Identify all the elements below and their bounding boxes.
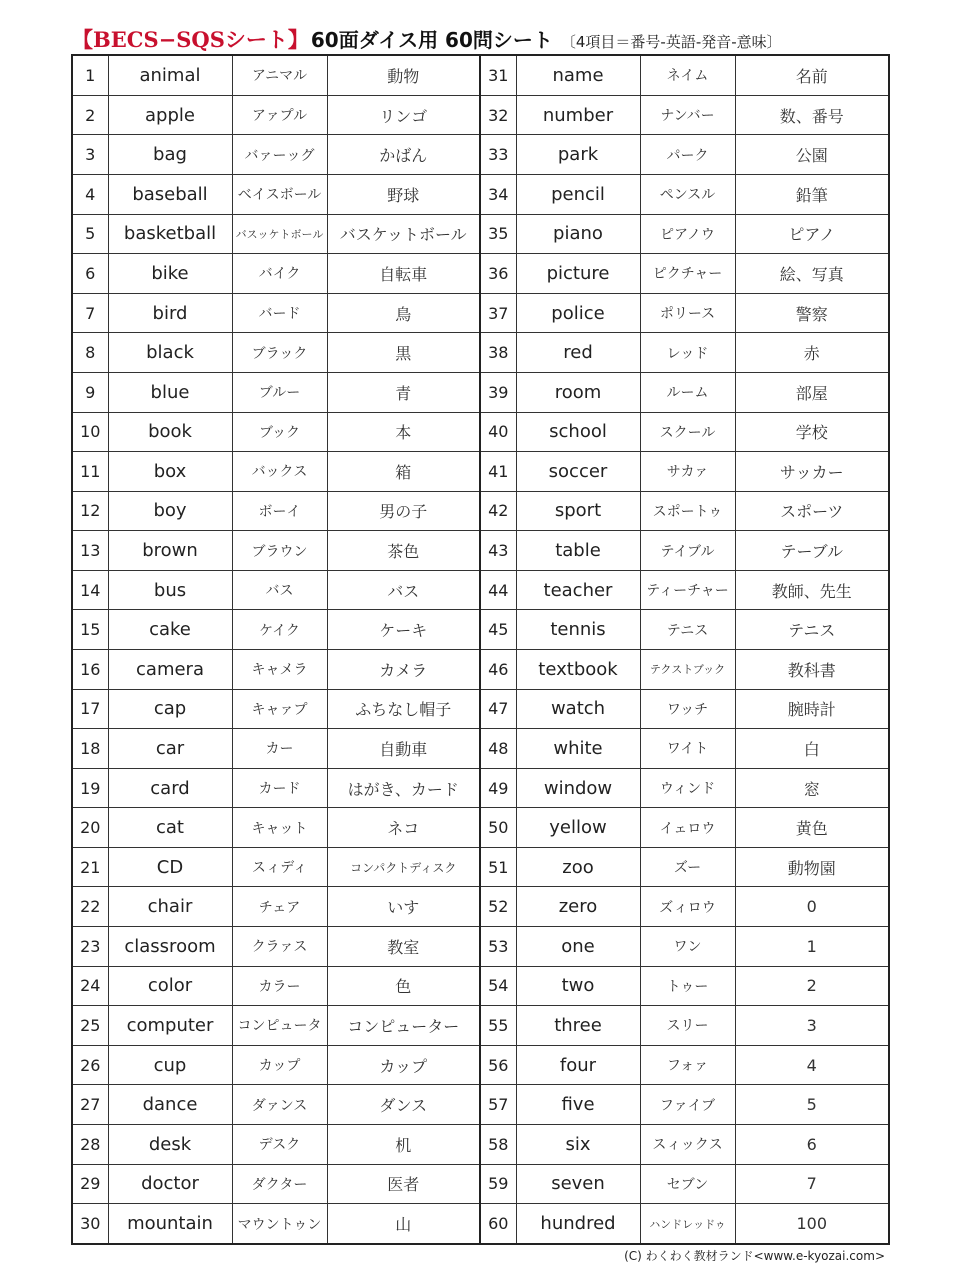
meaning: 3 — [735, 1006, 889, 1046]
table-row — [72, 254, 889, 294]
meaning: 山 — [327, 1204, 480, 1244]
meaning: 赤 — [735, 333, 889, 373]
item-number: 15 — [72, 610, 108, 650]
item-number: 58 — [480, 1124, 516, 1164]
item-number: 53 — [480, 927, 516, 967]
english-word: doctor — [108, 1164, 232, 1204]
english-word: cap — [108, 689, 232, 729]
pronunciation: カップ — [232, 1045, 327, 1085]
item-number: 36 — [480, 254, 516, 294]
english-word: cake — [108, 610, 232, 650]
sheet-subtitle: 〔4項目＝番号-英語-発音-意味〕 — [560, 33, 782, 51]
meaning: 本 — [327, 412, 480, 452]
pronunciation: イェロウ — [640, 808, 735, 848]
item-number: 16 — [72, 649, 108, 689]
meaning: 公園 — [735, 135, 889, 175]
vocabulary-table — [71, 54, 890, 1245]
english-word: bus — [108, 570, 232, 610]
english-word: boy — [108, 491, 232, 531]
english-word: park — [516, 135, 640, 175]
item-number: 60 — [480, 1204, 516, 1244]
meaning: 机 — [327, 1124, 480, 1164]
meaning: 教室 — [327, 927, 480, 967]
meaning: ケーキ — [327, 610, 480, 650]
item-number: 18 — [72, 729, 108, 769]
item-number: 9 — [72, 372, 108, 412]
pronunciation: ティーチャー — [640, 570, 735, 610]
pronunciation: ズィロウ — [640, 887, 735, 927]
english-word: name — [516, 55, 640, 95]
table-row — [72, 452, 889, 492]
item-number: 56 — [480, 1045, 516, 1085]
sheet-header — [72, 24, 782, 54]
pronunciation: ボーイ — [232, 491, 327, 531]
english-word: color — [108, 966, 232, 1006]
english-word: four — [516, 1045, 640, 1085]
meaning: スポーツ — [735, 491, 889, 531]
meaning: 茶色 — [327, 531, 480, 571]
meaning: 窓 — [735, 768, 889, 808]
english-word: watch — [516, 689, 640, 729]
item-number: 44 — [480, 570, 516, 610]
pronunciation: トゥー — [640, 966, 735, 1006]
item-number: 45 — [480, 610, 516, 650]
meaning: 動物園 — [735, 847, 889, 887]
english-word: three — [516, 1006, 640, 1046]
meaning: 警察 — [735, 293, 889, 333]
item-number: 49 — [480, 768, 516, 808]
english-word: five — [516, 1085, 640, 1125]
table-row — [72, 847, 889, 887]
english-word: tennis — [516, 610, 640, 650]
meaning: 0 — [735, 887, 889, 927]
meaning: 100 — [735, 1204, 889, 1244]
english-word: seven — [516, 1164, 640, 1204]
table-row — [72, 1006, 889, 1046]
item-number: 7 — [72, 293, 108, 333]
table-row — [72, 927, 889, 967]
table-row — [72, 214, 889, 254]
meaning: テニス — [735, 610, 889, 650]
item-number: 14 — [72, 570, 108, 610]
table-row — [72, 1085, 889, 1125]
item-number: 38 — [480, 333, 516, 373]
english-word: camera — [108, 649, 232, 689]
english-word: cup — [108, 1045, 232, 1085]
english-word: animal — [108, 55, 232, 95]
pronunciation: ピアノウ — [640, 214, 735, 254]
pronunciation: カード — [232, 768, 327, 808]
pronunciation: カラー — [232, 966, 327, 1006]
meaning: ネコ — [327, 808, 480, 848]
english-word: book — [108, 412, 232, 452]
item-number: 21 — [72, 847, 108, 887]
item-number: 6 — [72, 254, 108, 294]
item-number: 35 — [480, 214, 516, 254]
item-number: 42 — [480, 491, 516, 531]
english-word: zero — [516, 887, 640, 927]
english-word: black — [108, 333, 232, 373]
english-word: hundred — [516, 1204, 640, 1244]
item-number: 19 — [72, 768, 108, 808]
pronunciation: スィディ — [232, 847, 327, 887]
meaning: カップ — [327, 1045, 480, 1085]
english-word: classroom — [108, 927, 232, 967]
item-number: 57 — [480, 1085, 516, 1125]
pronunciation: ワイト — [640, 729, 735, 769]
english-word: one — [516, 927, 640, 967]
item-number: 26 — [72, 1045, 108, 1085]
meaning: バス — [327, 570, 480, 610]
english-word: brown — [108, 531, 232, 571]
english-word: bike — [108, 254, 232, 294]
pronunciation: キャァプ — [232, 689, 327, 729]
english-word: bird — [108, 293, 232, 333]
meaning: 5 — [735, 1085, 889, 1125]
table-row — [72, 966, 889, 1006]
pronunciation: アァプル — [232, 95, 327, 135]
item-number: 5 — [72, 214, 108, 254]
english-word: textbook — [516, 649, 640, 689]
meaning: ふちなし帽子 — [327, 689, 480, 729]
pronunciation: レッド — [640, 333, 735, 373]
pronunciation: ブラック — [232, 333, 327, 373]
item-number: 12 — [72, 491, 108, 531]
item-number: 34 — [480, 175, 516, 215]
item-number: 47 — [480, 689, 516, 729]
table-row — [72, 1045, 889, 1085]
meaning: 自動車 — [327, 729, 480, 769]
table-row — [72, 649, 889, 689]
meaning: 鳥 — [327, 293, 480, 333]
meaning: テーブル — [735, 531, 889, 571]
table-row — [72, 333, 889, 373]
table-row — [72, 412, 889, 452]
meaning: 名前 — [735, 55, 889, 95]
meaning: 男の子 — [327, 491, 480, 531]
item-number: 17 — [72, 689, 108, 729]
item-number: 13 — [72, 531, 108, 571]
table-row — [72, 808, 889, 848]
english-word: computer — [108, 1006, 232, 1046]
pronunciation: キャット — [232, 808, 327, 848]
english-word: desk — [108, 1124, 232, 1164]
pronunciation: マウントゥン — [232, 1204, 327, 1244]
english-word: CD — [108, 847, 232, 887]
meaning: リンゴ — [327, 95, 480, 135]
english-word: car — [108, 729, 232, 769]
item-number: 11 — [72, 452, 108, 492]
meaning: 野球 — [327, 175, 480, 215]
table-row — [72, 135, 889, 175]
meaning: 教科書 — [735, 649, 889, 689]
english-word: pencil — [516, 175, 640, 215]
pronunciation: スィックス — [640, 1124, 735, 1164]
item-number: 43 — [480, 531, 516, 571]
table-row — [72, 610, 889, 650]
pronunciation: キャメラ — [232, 649, 327, 689]
pronunciation: ルーム — [640, 372, 735, 412]
pronunciation: セブン — [640, 1164, 735, 1204]
meaning: 黄色 — [735, 808, 889, 848]
english-word: bag — [108, 135, 232, 175]
item-number: 1 — [72, 55, 108, 95]
item-number: 39 — [480, 372, 516, 412]
vocabulary-table-body — [72, 55, 889, 1244]
meaning: ダンス — [327, 1085, 480, 1125]
meaning: 1 — [735, 927, 889, 967]
english-word: number — [516, 95, 640, 135]
meaning: コンピューター — [327, 1006, 480, 1046]
item-number: 37 — [480, 293, 516, 333]
pronunciation: ベイスボール — [232, 175, 327, 215]
english-word: apple — [108, 95, 232, 135]
table-row — [72, 729, 889, 769]
meaning: 6 — [735, 1124, 889, 1164]
table-row — [72, 1204, 889, 1244]
item-number: 33 — [480, 135, 516, 175]
brand-label: 【BECS−SQSシート】 — [72, 27, 309, 52]
item-number: 22 — [72, 887, 108, 927]
meaning: 黒 — [327, 333, 480, 373]
english-word: basketball — [108, 214, 232, 254]
pronunciation: スポートゥ — [640, 491, 735, 531]
pronunciation: テクストブック — [640, 649, 735, 689]
english-word: blue — [108, 372, 232, 412]
pronunciation: ダァンス — [232, 1085, 327, 1125]
english-word: two — [516, 966, 640, 1006]
english-word: picture — [516, 254, 640, 294]
pronunciation: ペンスル — [640, 175, 735, 215]
english-word: chair — [108, 887, 232, 927]
item-number: 4 — [72, 175, 108, 215]
copyright-footer: (C) わくわく教材ランド<www.e-kyozai.com> — [624, 1249, 885, 1263]
item-number: 51 — [480, 847, 516, 887]
meaning: 4 — [735, 1045, 889, 1085]
english-word: card — [108, 768, 232, 808]
meaning: 7 — [735, 1164, 889, 1204]
pronunciation: フォァ — [640, 1045, 735, 1085]
english-word: piano — [516, 214, 640, 254]
item-number: 52 — [480, 887, 516, 927]
table-row — [72, 887, 889, 927]
table-row — [72, 491, 889, 531]
meaning: 教師、先生 — [735, 570, 889, 610]
pronunciation: ネイム — [640, 55, 735, 95]
pronunciation: カー — [232, 729, 327, 769]
item-number: 31 — [480, 55, 516, 95]
item-number: 40 — [480, 412, 516, 452]
table-row — [72, 95, 889, 135]
english-word: yellow — [516, 808, 640, 848]
item-number: 23 — [72, 927, 108, 967]
meaning: 絵、写真 — [735, 254, 889, 294]
pronunciation: チェア — [232, 887, 327, 927]
item-number: 8 — [72, 333, 108, 373]
table-row — [72, 1164, 889, 1204]
pronunciation: バァーッグ — [232, 135, 327, 175]
pronunciation: バス — [232, 570, 327, 610]
item-number: 54 — [480, 966, 516, 1006]
meaning: サッカー — [735, 452, 889, 492]
meaning: 数、番号 — [735, 95, 889, 135]
item-number: 28 — [72, 1124, 108, 1164]
pronunciation: ナンバー — [640, 95, 735, 135]
pronunciation: ファイブ — [640, 1085, 735, 1125]
meaning: 箱 — [327, 452, 480, 492]
table-row — [72, 689, 889, 729]
pronunciation: ピクチャー — [640, 254, 735, 294]
english-word: white — [516, 729, 640, 769]
meaning: 白 — [735, 729, 889, 769]
english-word: sport — [516, 491, 640, 531]
item-number: 10 — [72, 412, 108, 452]
sheet-title: 60面ダイス用 60問シート — [310, 28, 553, 52]
english-word: police — [516, 293, 640, 333]
table-row — [72, 293, 889, 333]
meaning: 青 — [327, 372, 480, 412]
english-word: box — [108, 452, 232, 492]
item-number: 46 — [480, 649, 516, 689]
pronunciation: アニマル — [232, 55, 327, 95]
pronunciation: クラァス — [232, 927, 327, 967]
english-word: mountain — [108, 1204, 232, 1244]
english-word: soccer — [516, 452, 640, 492]
pronunciation: スクール — [640, 412, 735, 452]
pronunciation: テイブル — [640, 531, 735, 571]
english-word: window — [516, 768, 640, 808]
meaning: 動物 — [327, 55, 480, 95]
pronunciation: バスッケトボール — [232, 214, 327, 254]
item-number: 50 — [480, 808, 516, 848]
meaning: 部屋 — [735, 372, 889, 412]
english-word: table — [516, 531, 640, 571]
pronunciation: ハンドレッドゥ — [640, 1204, 735, 1244]
item-number: 48 — [480, 729, 516, 769]
english-word: cat — [108, 808, 232, 848]
pronunciation: バックス — [232, 452, 327, 492]
pronunciation: スリー — [640, 1006, 735, 1046]
english-word: red — [516, 333, 640, 373]
item-number: 32 — [480, 95, 516, 135]
pronunciation: ケイク — [232, 610, 327, 650]
item-number: 2 — [72, 95, 108, 135]
item-number: 25 — [72, 1006, 108, 1046]
pronunciation: デスク — [232, 1124, 327, 1164]
pronunciation: ワン — [640, 927, 735, 967]
meaning: 鉛筆 — [735, 175, 889, 215]
table-row — [72, 175, 889, 215]
pronunciation: ポリース — [640, 293, 735, 333]
meaning: 学校 — [735, 412, 889, 452]
meaning: いす — [327, 887, 480, 927]
english-word: six — [516, 1124, 640, 1164]
pronunciation: サカァ — [640, 452, 735, 492]
pronunciation: コンピュータ — [232, 1006, 327, 1046]
pronunciation: ブラウン — [232, 531, 327, 571]
table-row — [72, 570, 889, 610]
pronunciation: ズー — [640, 847, 735, 887]
meaning: カメラ — [327, 649, 480, 689]
item-number: 24 — [72, 966, 108, 1006]
english-word: room — [516, 372, 640, 412]
pronunciation: バイク — [232, 254, 327, 294]
pronunciation: パーク — [640, 135, 735, 175]
english-word: school — [516, 412, 640, 452]
english-word: dance — [108, 1085, 232, 1125]
pronunciation: ワッチ — [640, 689, 735, 729]
meaning: 自転車 — [327, 254, 480, 294]
item-number: 27 — [72, 1085, 108, 1125]
meaning: 医者 — [327, 1164, 480, 1204]
pronunciation: テニス — [640, 610, 735, 650]
pronunciation: ブルー — [232, 372, 327, 412]
meaning: ピアノ — [735, 214, 889, 254]
english-word: teacher — [516, 570, 640, 610]
meaning: 色 — [327, 966, 480, 1006]
item-number: 3 — [72, 135, 108, 175]
item-number: 59 — [480, 1164, 516, 1204]
item-number: 30 — [72, 1204, 108, 1244]
item-number: 41 — [480, 452, 516, 492]
meaning: 2 — [735, 966, 889, 1006]
pronunciation: ウィンド — [640, 768, 735, 808]
table-row — [72, 1124, 889, 1164]
meaning: コンパクトディスク — [327, 847, 480, 887]
english-word: baseball — [108, 175, 232, 215]
pronunciation: バード — [232, 293, 327, 333]
table-row — [72, 372, 889, 412]
table-row — [72, 768, 889, 808]
table-row — [72, 531, 889, 571]
english-word: zoo — [516, 847, 640, 887]
pronunciation: ダクター — [232, 1164, 327, 1204]
meaning: かばん — [327, 135, 480, 175]
item-number: 55 — [480, 1006, 516, 1046]
meaning: はがき、カード — [327, 768, 480, 808]
pronunciation: ブック — [232, 412, 327, 452]
meaning: バスケットボール — [327, 214, 480, 254]
meaning: 腕時計 — [735, 689, 889, 729]
item-number: 20 — [72, 808, 108, 848]
table-row — [72, 55, 889, 95]
item-number: 29 — [72, 1164, 108, 1204]
